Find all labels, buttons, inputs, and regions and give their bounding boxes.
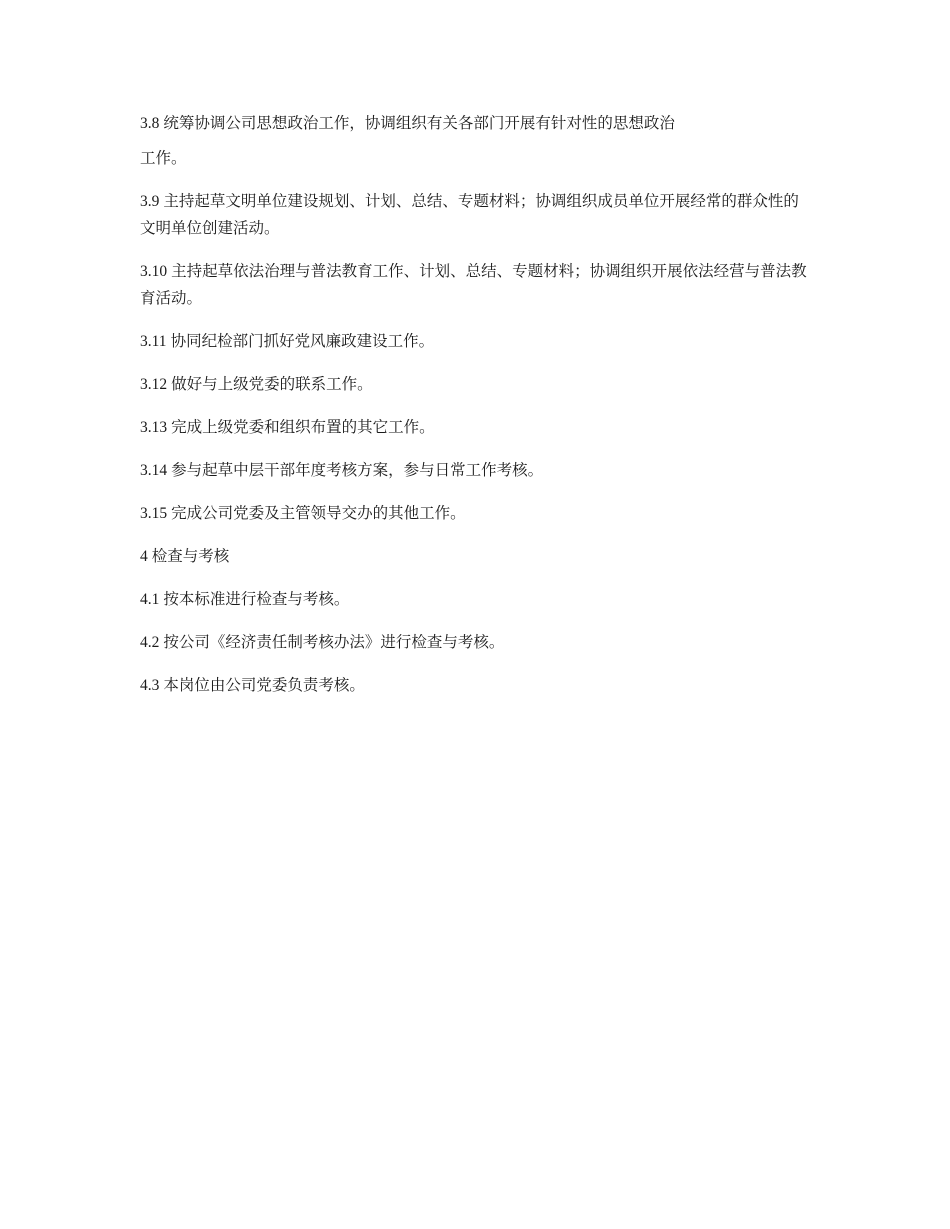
clause-number: 3.8 bbox=[140, 115, 160, 132]
clause-text: 参与起草中层干部年度考核方案，参与日常工作考核。 bbox=[171, 461, 544, 479]
section-number: 4 bbox=[140, 548, 148, 565]
clause-number: 3.10 bbox=[140, 263, 168, 280]
section-title: 检查与考核 bbox=[151, 547, 230, 565]
clause-number: 4.2 bbox=[140, 634, 160, 651]
clause-text: 按本标准进行检查与考核。 bbox=[163, 590, 350, 608]
clause-text: 本岗位由公司党委负责考核。 bbox=[163, 676, 365, 694]
clause-number: 3.15 bbox=[140, 505, 168, 522]
paragraph-3-13 bbox=[140, 414, 810, 441]
paragraph-4-1 bbox=[140, 586, 810, 613]
clause-text: 做好与上级党委的联系工作。 bbox=[171, 375, 373, 393]
clause-text: 按公司《经济责任制考核办法》进行检查与考核。 bbox=[163, 633, 505, 651]
clause-number: 3.14 bbox=[140, 462, 168, 479]
paragraph-4-3 bbox=[140, 672, 810, 699]
clause-text: 工作。 bbox=[140, 149, 187, 167]
clause-text: 主持起草依法治理与普法教育工作、计划、总结、专题材料；协调组织开展依法经营与普法教育活动。 bbox=[140, 262, 807, 307]
clause-number: 3.12 bbox=[140, 376, 168, 393]
document-body bbox=[140, 110, 810, 715]
clause-number: 3.11 bbox=[140, 333, 167, 350]
section-heading-4 bbox=[140, 543, 810, 570]
clause-number: 3.9 bbox=[140, 193, 160, 210]
clause-number: 4.3 bbox=[140, 677, 160, 694]
clause-text: 完成上级党委和组织布置的其它工作。 bbox=[171, 418, 435, 436]
clause-number: 4.1 bbox=[140, 591, 160, 608]
paragraph-3-11 bbox=[140, 328, 810, 355]
clause-text: 主持起草文明单位建设规划、计划、总结、专题材料；协调组织成员单位开展经常的群众性的文明单位创建活动。 bbox=[140, 192, 799, 237]
paragraph-4-2 bbox=[140, 629, 810, 656]
paragraph-3-9 bbox=[140, 188, 810, 242]
clause-number: 3.13 bbox=[140, 419, 168, 436]
paragraph-3-10 bbox=[140, 258, 810, 312]
paragraph-3-8-continuation bbox=[140, 145, 810, 172]
clause-text: 完成公司党委及主管领导交办的其他工作。 bbox=[171, 504, 466, 522]
paragraph-3-14 bbox=[140, 457, 810, 484]
paragraph-3-8 bbox=[140, 110, 810, 137]
paragraph-3-12 bbox=[140, 371, 810, 398]
clause-text: 协同纪检部门抓好党风廉政建设工作。 bbox=[170, 332, 435, 350]
clause-text: 统筹协调公司思想政治工作，协调组织有关各部门开展有针对性的思想政治 bbox=[163, 114, 675, 132]
paragraph-3-15 bbox=[140, 500, 810, 527]
